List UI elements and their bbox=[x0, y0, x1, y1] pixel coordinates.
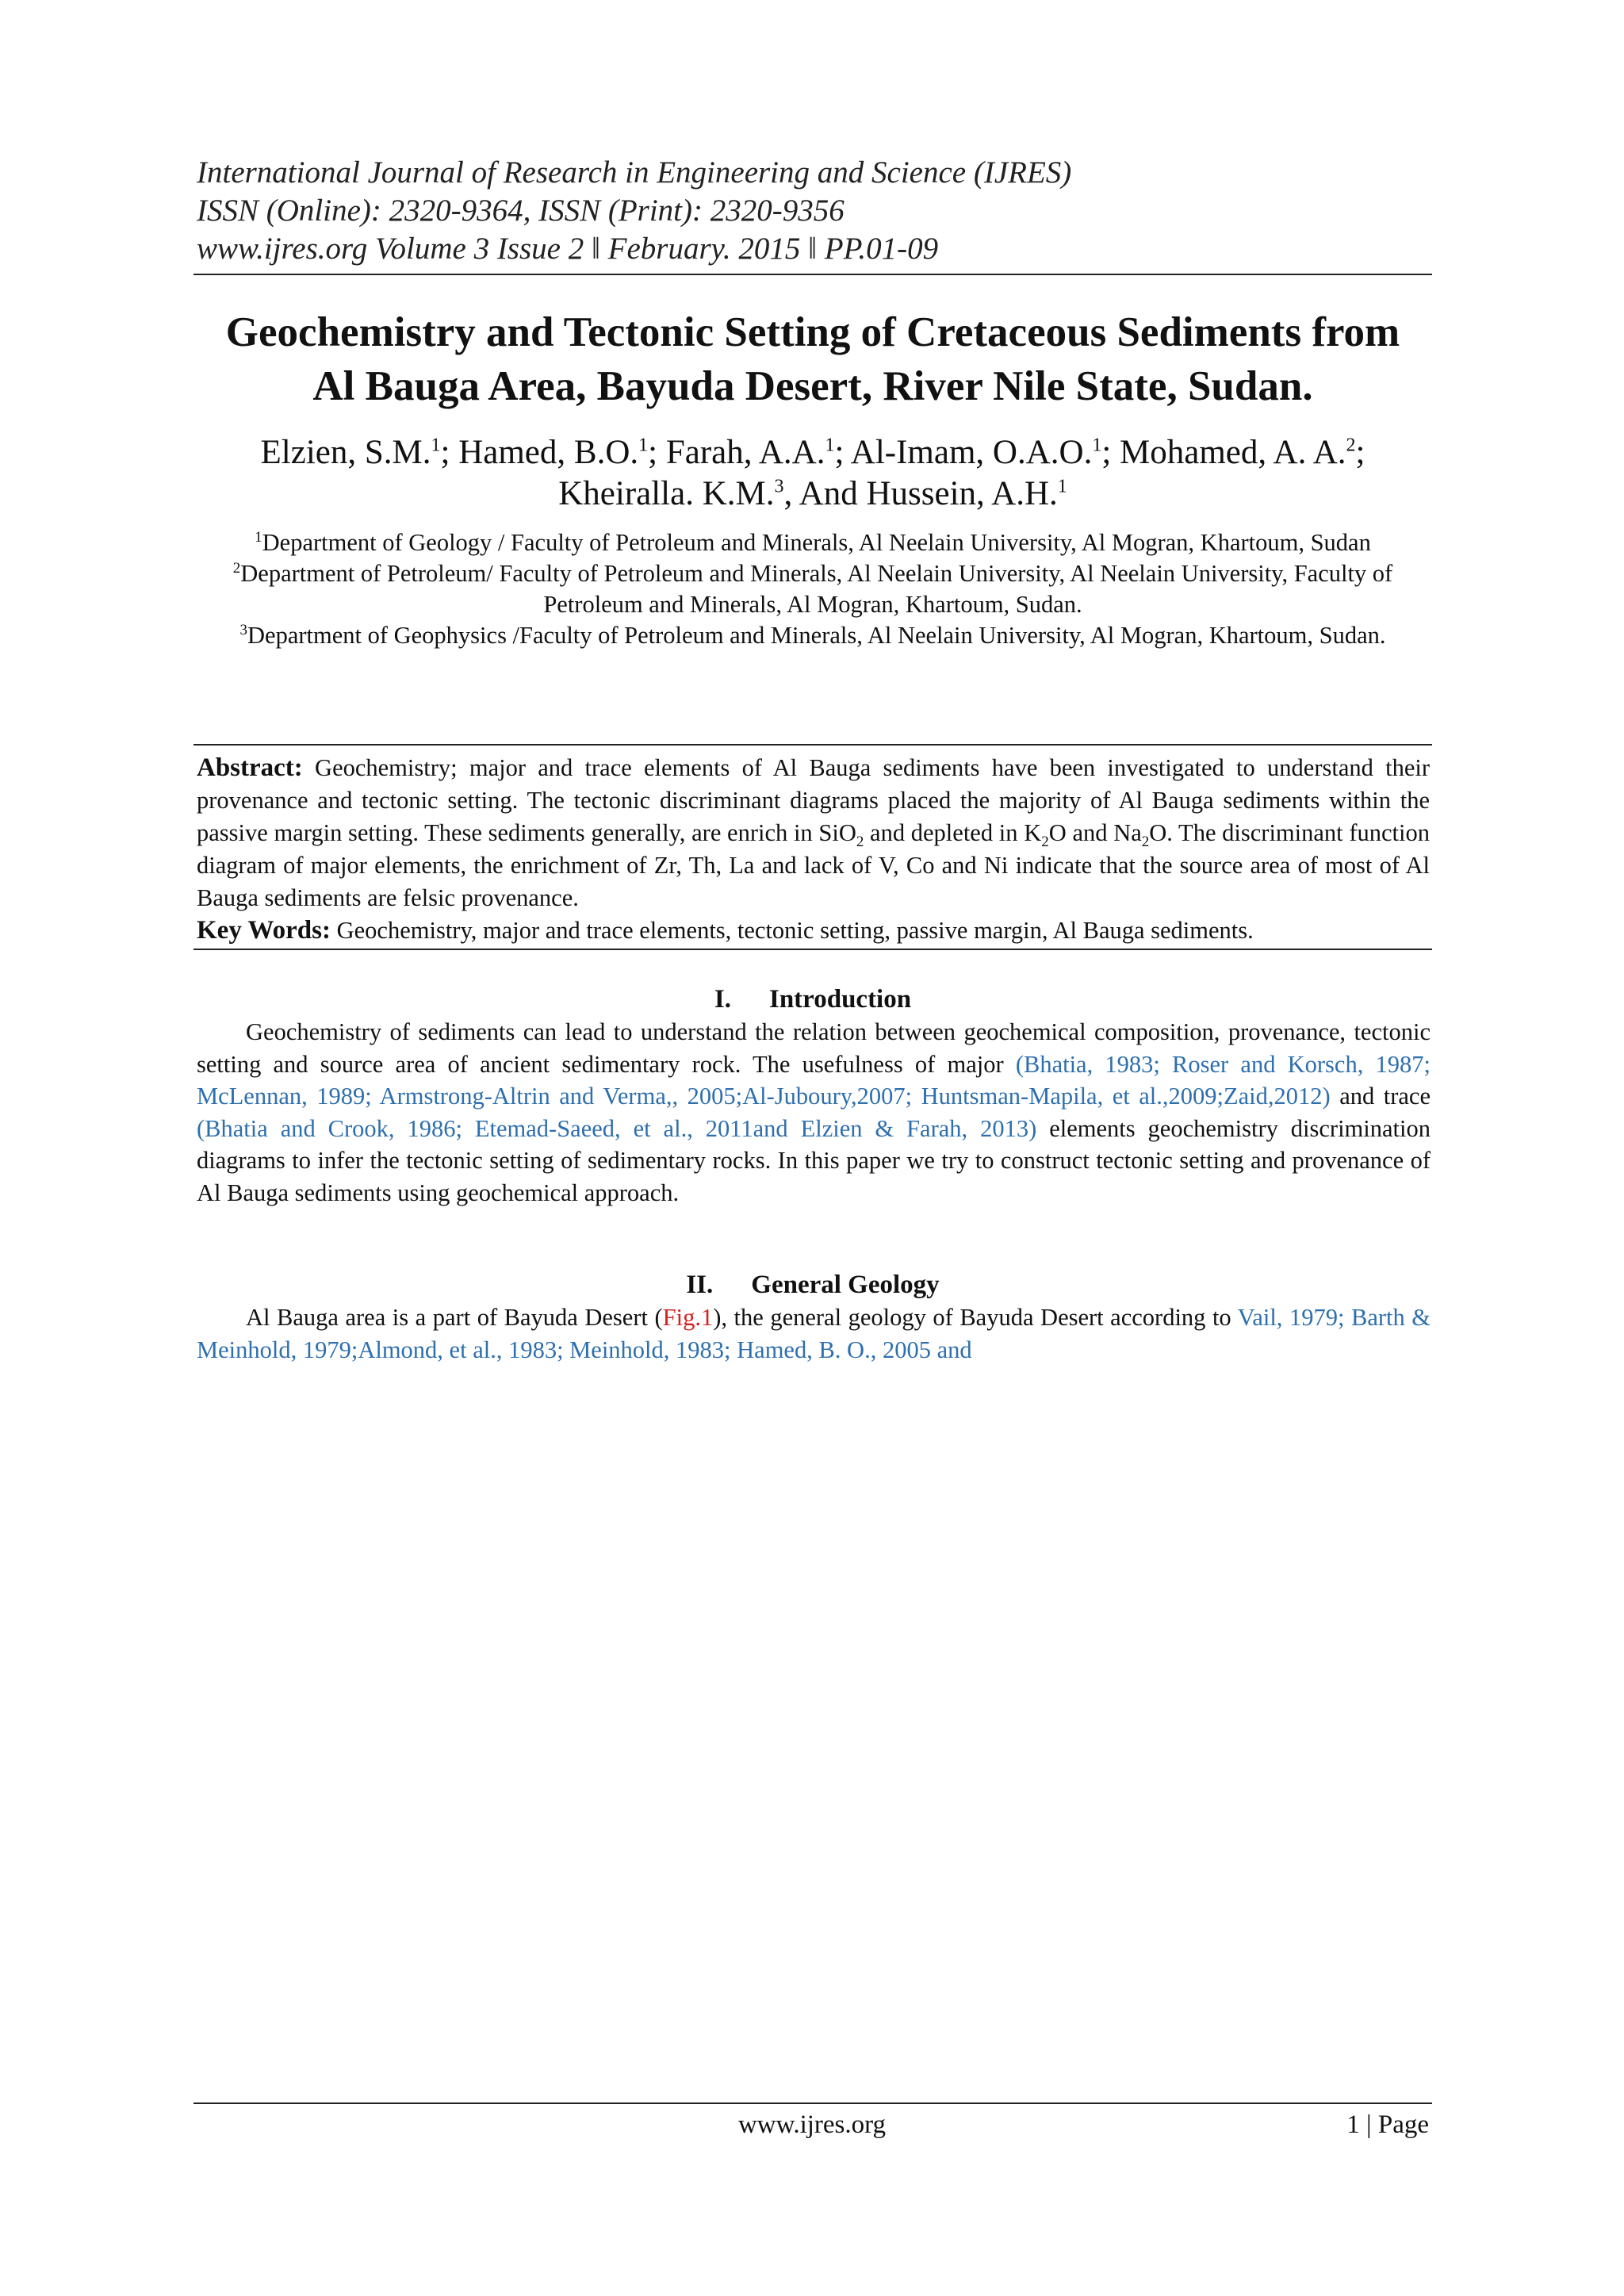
citation-link[interactable]: Vail, 1979; Barth & Meinhold, 1979;Almond, et al., 1983; Meinhold, 1983; Hamed, B. O., 2005 and bbox=[197, 1304, 1431, 1363]
journal-issn: ISSN (Online): 2320-9364, ISSN (Print): 2320-9356 bbox=[197, 194, 845, 228]
journal-issue: www.ijres.org Volume 3 Issue 2 ǁ February. 2015 ǁ PP.01-09 bbox=[197, 232, 939, 266]
author-separator: ; bbox=[1101, 434, 1120, 471]
affiliation-list bbox=[206, 527, 1419, 651]
author-separator: ; bbox=[834, 434, 851, 471]
body-text-run: ), the general geology of Bayuda Desert according to bbox=[713, 1304, 1238, 1331]
author-name: Mohamed, A. A. bbox=[1120, 434, 1346, 471]
body-text-run: Geochemistry of sediments can lead to understand the relation between geochemical composition, provenance, tectonic setting and source area of ancient sedimentary rock. The usefulness of major bbox=[197, 1018, 1431, 1078]
citation-link[interactable]: (Bhatia and Crook, 1986; Etemad-Saeed, et al., 2011and Elzien & Farah, 2013) bbox=[197, 1114, 1037, 1142]
abstract-text: Geochemistry; major and trace elements of Al Bauga sediments have been investigated to understand their provenance and tectonic setting. The tectonic discriminant diagrams placed the majority of Al Bauga sediments within the passive margin setting. These sediments generally, are enrich in SiO bbox=[197, 754, 1430, 846]
abstract-label: Abstract: bbox=[197, 753, 303, 782]
introduction-text bbox=[197, 1016, 1431, 1209]
author-affiliation-mark: 1 bbox=[825, 435, 835, 456]
author-affiliation-mark: 2 bbox=[1346, 435, 1356, 456]
abstract-subscript: 2 bbox=[1141, 834, 1150, 851]
journal-name: International Journal of Research in Engineering and Science (IJRES) bbox=[197, 155, 1072, 190]
title-line-2: Al Bauga Area, Bayuda Desert, River Nile State, Sudan. bbox=[312, 363, 1313, 409]
paper-title bbox=[193, 305, 1432, 413]
keywords-text: Geochemistry, major and trace elements, tectonic setting, passive margin, Al Bauga sediments. bbox=[330, 917, 1254, 944]
keywords-label: Key Words: bbox=[197, 916, 331, 945]
affiliation-text: Department of Geology / Faculty of Petroleum and Minerals, Al Neelain University, Al Mogran, Khartoum, Sudan bbox=[262, 529, 1371, 556]
author-name: Hamed, B.O. bbox=[458, 434, 639, 471]
section-heading-introduction bbox=[193, 983, 1432, 1015]
abstract-subscript: 2 bbox=[856, 834, 864, 851]
affiliation bbox=[206, 558, 1419, 620]
abstract-text: and depleted in K bbox=[864, 819, 1042, 846]
affiliation bbox=[206, 620, 1419, 651]
author-name: Farah, A.A. bbox=[665, 434, 825, 471]
abstract-rule-bottom bbox=[193, 949, 1432, 950]
section-title: General Geology bbox=[751, 1271, 940, 1299]
affiliation-number: 2 bbox=[232, 559, 241, 577]
affiliation-number: 1 bbox=[255, 528, 262, 546]
author-affiliation-mark: 1 bbox=[1092, 435, 1102, 456]
author-affiliation-mark: 3 bbox=[774, 476, 784, 497]
abstract-rule-top bbox=[193, 744, 1432, 746]
author-affiliation-mark: 1 bbox=[638, 435, 649, 456]
citation-link[interactable]: (Bhatia, 1983; Roser and Korsch, 1987; McLennan, 1989; Armstrong-Altrin and Verma,, 2005;Al-Juboury,2007; Huntsman-Mapila, et al.,2009;Zaid,2012) bbox=[197, 1050, 1431, 1110]
section-heading-general-geology bbox=[193, 1269, 1432, 1301]
abstract-text: O. The discriminant function diagram of major elements, the enrichment of Zr, Th, La and lack of V, Co and Ni indicate that the source area of most of Al Bauga sediments are felsic provenance. bbox=[197, 819, 1430, 911]
affiliation bbox=[206, 527, 1419, 558]
author-separator: ; bbox=[1355, 434, 1365, 471]
journal-header bbox=[197, 154, 1434, 268]
author-affiliation-mark: 1 bbox=[1057, 476, 1067, 497]
keywords bbox=[197, 914, 1430, 947]
figure-reference-link[interactable]: Fig.1 bbox=[662, 1304, 714, 1331]
affiliation-text: Department of Geophysics /Faculty of Petroleum and Minerals, Al Neelain University, Al Mogran, Khartoum, Sudan. bbox=[247, 622, 1386, 649]
section-title: Introduction bbox=[768, 985, 912, 1014]
abstract-subscript: 2 bbox=[1041, 834, 1049, 851]
abstract-text: O and Na bbox=[1048, 819, 1142, 846]
page-number: 1 | Page bbox=[1346, 2110, 1429, 2139]
section-number: I. bbox=[714, 985, 731, 1014]
affiliation-text: Department of Petroleum/ Faculty of Petroleum and Minerals, Al Neelain University, Al Neelain University, Faculty of Petroleum and Minerals, Al Mogran, Khartoum, Sudan. bbox=[240, 560, 1393, 618]
author-name: Kheiralla. K.M. bbox=[558, 475, 775, 512]
section-number: II. bbox=[686, 1271, 714, 1299]
abstract bbox=[197, 752, 1430, 914]
author-separator: ; bbox=[440, 434, 459, 471]
paragraph bbox=[197, 1301, 1431, 1366]
author-name: And Hussein, A.H. bbox=[799, 475, 1058, 512]
abstract-block bbox=[197, 752, 1430, 947]
general-geology-text bbox=[197, 1301, 1431, 1366]
author-list bbox=[206, 432, 1419, 515]
author-name: Al-Imam, O.A.O. bbox=[850, 434, 1093, 471]
author-affiliation-mark: 1 bbox=[431, 435, 441, 456]
author-separator: , bbox=[783, 475, 799, 512]
footer-rule bbox=[193, 2102, 1432, 2104]
body-text-run: Al Bauga area is a part of Bayuda Desert ( bbox=[246, 1304, 663, 1331]
affiliation-number: 3 bbox=[239, 621, 247, 638]
title-line-1: Geochemistry and Tectonic Setting of Cretaceous Sediments from bbox=[225, 309, 1400, 355]
body-text-run: elements geochemistry discrimination diagrams to infer the tectonic setting of sedimentary rocks. In this paper we try to construct tectonic setting and provenance of Al Bauga sediments using geochemical approach. bbox=[197, 1114, 1431, 1206]
author-name: Elzien, S.M. bbox=[260, 434, 431, 471]
header-rule bbox=[193, 274, 1432, 275]
author-separator: ; bbox=[648, 434, 666, 471]
body-text-run: and trace bbox=[1330, 1083, 1431, 1110]
footer-website: www.ijres.org bbox=[737, 2110, 887, 2139]
paragraph bbox=[197, 1016, 1431, 1209]
